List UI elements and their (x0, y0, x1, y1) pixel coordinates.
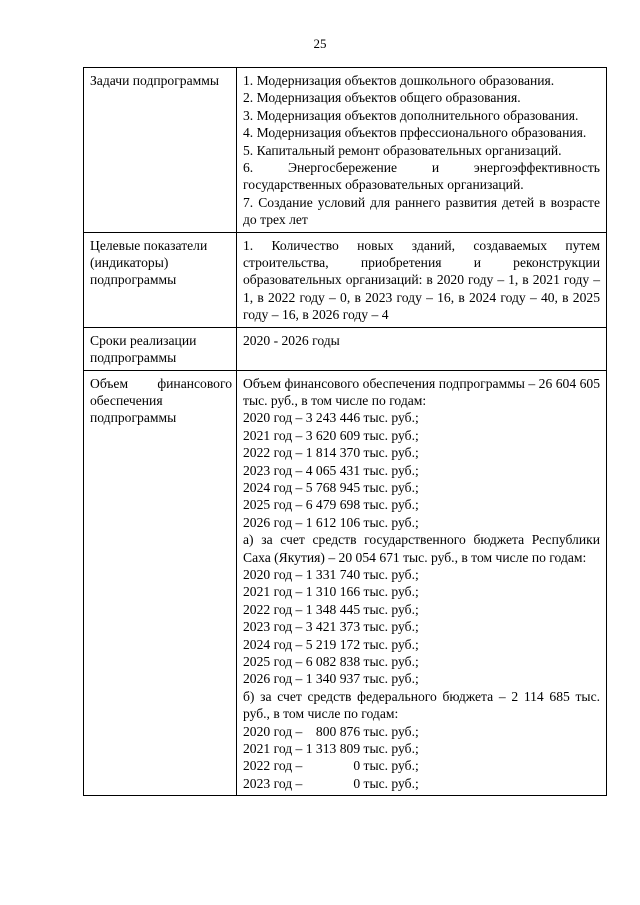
regional-year-row: 2022 год – 1 348 445 тыс. руб.; (243, 601, 419, 617)
funding-total-intro: Объем финансового обеспечения подпрограммы – 26 604 605 тыс. руб., в том числе по годам: (243, 375, 600, 408)
table-row-indicators (84, 232, 607, 327)
federal-year-row: 2023 год – 0 тыс. руб.; (243, 775, 419, 791)
funding-year-row: 2026 год – 1 612 106 тыс. руб.; (243, 514, 419, 530)
page-number: 25 (313, 36, 327, 51)
funding-year-row: 2021 год – 3 620 609 тыс. руб.; (243, 427, 419, 443)
timeline-value: 2020 - 2026 годы (243, 332, 340, 348)
list-item: 4. Модернизация объектов прфессионального образования. (243, 125, 587, 141)
table-row-tasks (84, 68, 607, 233)
regional-year-row: 2026 год – 1 340 937 тыс. руб.; (243, 671, 419, 687)
tasks-label: Задачи подпрограммы (84, 68, 237, 233)
funding-year-row: 2022 год – 1 814 370 тыс. руб.; (243, 445, 419, 461)
list-item: 3. Модернизация объектов дополнительного образования. (243, 107, 579, 123)
list-item: 6. Энергосбережение и энергоэффективность государственных образовательных организаций. (243, 160, 600, 193)
list-item: 1. Количество новых зданий, создаваемых путем строительства, приобретения и реконструкции образовательных организаций: в 2020 году – 1, в 2021 году – 1, в 2022 году – 0, в 2023 году – 16, в 2024 году – 40, в 2025 году – 16, в 2026 году – 4 (243, 237, 600, 323)
regional-year-row: 2021 год – 1 310 166 тыс. руб.; (243, 584, 419, 600)
regional-year-row: 2020 год – 1 331 740 тыс. руб.; (243, 566, 419, 582)
regional-year-row: 2023 год – 3 421 373 тыс. руб.; (243, 619, 419, 635)
funding-year-row: 2023 год – 4 065 431 тыс. руб.; (243, 462, 419, 478)
funding-federal-intro: б) за счет средств федерального бюджета – 2 114 685 тыс. руб., в том числе по годам: (243, 688, 600, 722)
timeline-label: Сроки реализации подпрограммы (84, 327, 237, 370)
list-item: 2. Модернизация объектов общего образования. (243, 90, 521, 106)
list-item: 5. Капитальный ремонт образовательных организаций. (243, 142, 562, 158)
funding-regional-intro: а) за счет средств государственного бюджета Республики Саха (Якутия) – 20 054 671 тыс. руб., в том числе по годам: (243, 532, 600, 565)
regional-year-row: 2025 год – 6 082 838 тыс. руб.; (243, 654, 419, 669)
list-item: 1. Модернизация объектов дошкольного образования. (243, 73, 555, 88)
funding-year-row: 2020 год – 3 243 446 тыс. руб.; (243, 410, 419, 426)
subprogram-passport-table (83, 67, 607, 796)
funding-label: Объем финансового обеспечения подпрограммы (84, 370, 237, 796)
indicators-label: Целевые показатели (индикаторы) подпрограммы (84, 232, 237, 327)
funding-year-row: 2025 год – 6 479 698 тыс. руб.; (243, 497, 419, 513)
funding-content (237, 370, 607, 796)
federal-year-row: 2022 год – 0 тыс. руб.; (243, 758, 419, 774)
funding-year-row: 2024 год – 5 768 945 тыс. руб.; (243, 479, 419, 495)
table-row-timeline (84, 327, 607, 370)
tasks-content (237, 68, 607, 233)
federal-year-row: 2021 год – 1 313 809 тыс. руб.; (243, 741, 419, 757)
table-row-funding (84, 370, 607, 796)
list-item: 7. Создание условий для раннего развития детей в возрасте до трех лет (243, 194, 600, 228)
indicators-content (237, 232, 607, 327)
federal-year-row: 2020 год – 800 876 тыс. руб.; (243, 723, 419, 739)
timeline-content (237, 327, 607, 370)
regional-year-row: 2024 год – 5 219 172 тыс. руб.; (243, 636, 419, 652)
